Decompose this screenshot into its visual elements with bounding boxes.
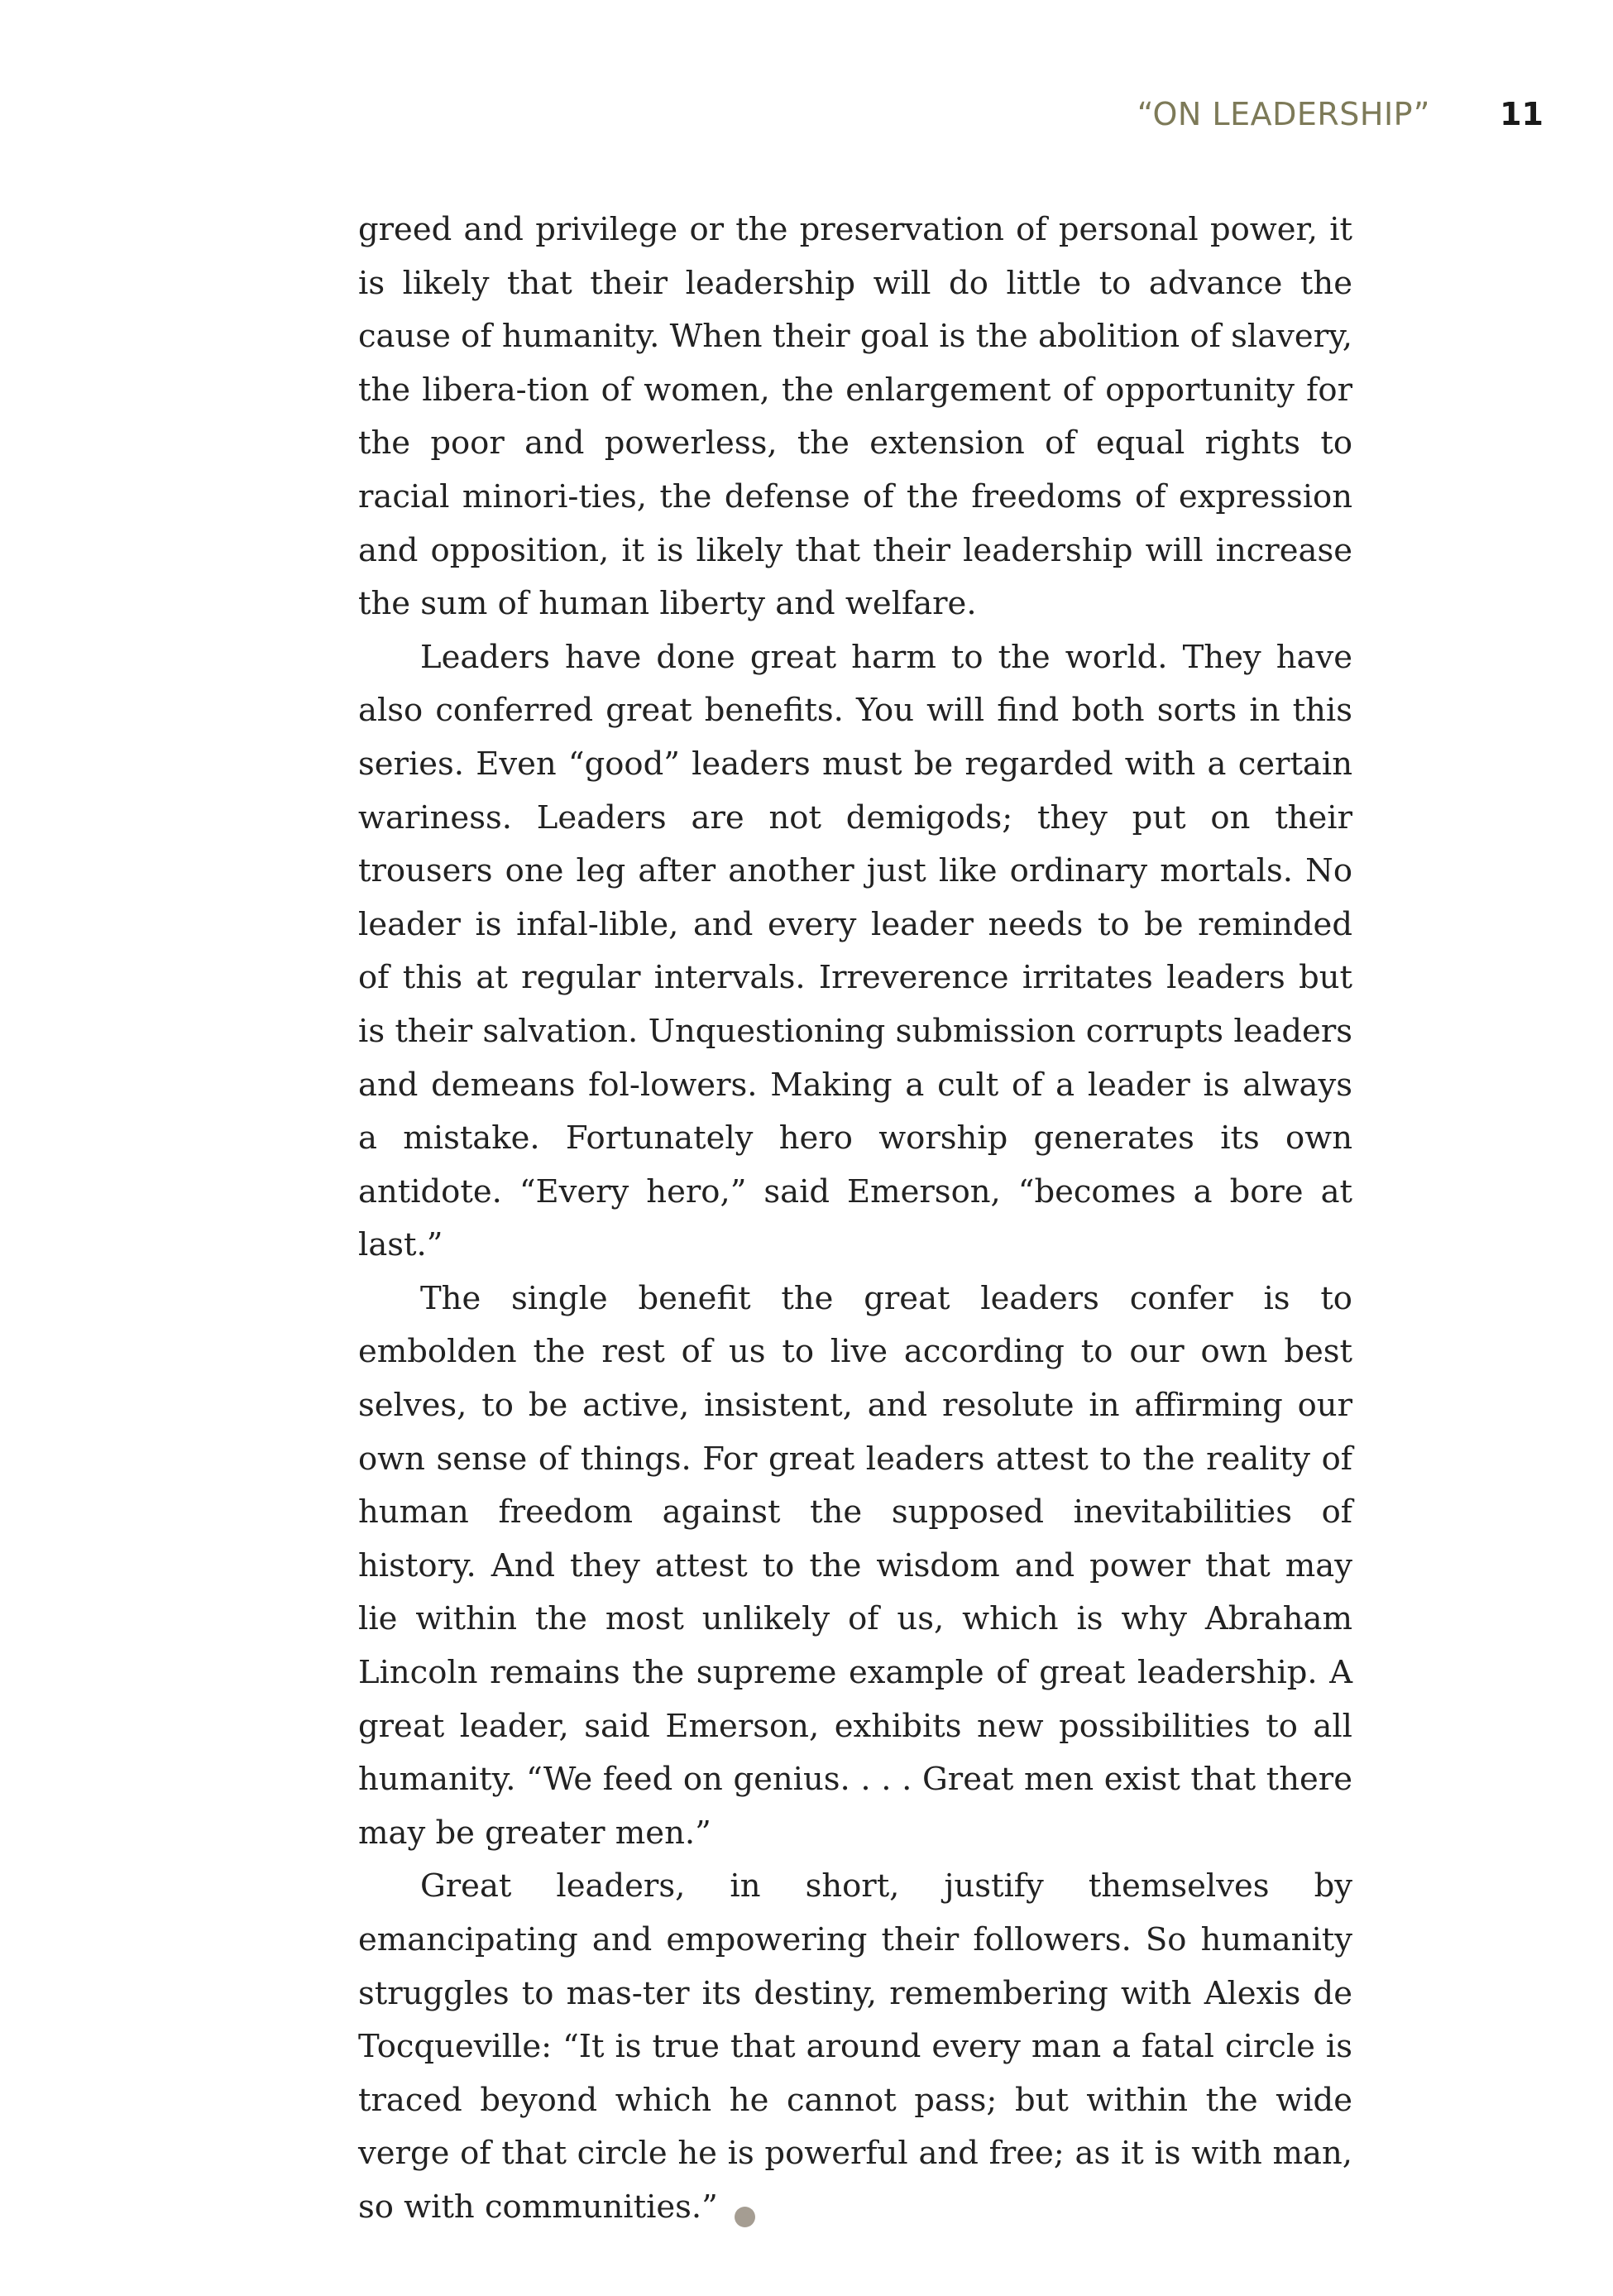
page-number: 11: [1500, 96, 1544, 132]
running-header: [910, 89, 1544, 139]
end-of-chapter-dot-icon: [735, 2207, 755, 2227]
paragraph: greed and privilege or the preservation of personal power, it is likely that their leadership will do little to advance the cause of humanity. When their goal is the abolition of slavery, the libera-tion of women, the enlargement of opportunity for the poor and powerless, the extension of equal rights to racial minori-ties, the defense of the freedoms of expression and opposition, it is likely that their leadership will increase the sum of human liberty and welfare.: [358, 211, 1352, 623]
paragraph-final-text: Great leaders, in short, justify themselves by emancipating and empowering their followers. So humanity struggles to mas-ter its destiny, remembering with Alexis de Tocqueville: “It is true that around every man a fatal circle is traced beyond which he cannot pass; but within the wide verge of that circle he is powerful and free; as it is with man, so with communities.”: [358, 1867, 1352, 2226]
paragraph: Leaders have done great harm to the world. They have also conferred great benefits. You will find both sorts in this series. Even “good” leaders must be regarded with a certain wariness. Leaders are not demigods; they put on their trousers one leg after another just like ordinary mortals. No leader is infal-lible, and every leader needs to be reminded of this at regular intervals. Irreverence irritates leaders but is their salvation. Unquestioning submission corrupts leaders and demeans fol-lowers. Making a cult of a leader is always a mistake. Fortunately hero worship generates its own antidote. “Every hero,” said Emerson, “becomes a bore at last.”: [358, 638, 1352, 1264]
paragraph-final: [358, 1860, 1352, 2234]
body-text: [358, 204, 1352, 2235]
paragraph: The single benefit the great leaders confer is to embolden the rest of us to live according to our own best selves, to be active, insistent, and resolute in affirming our own sense of things. For great leaders attest to the reality of human freedom against the supposed inevitabilities of history. And they attest to the wisdom and power that may lie within the most unlikely of us, which is why Abraham Lincoln remains the supreme example of great leadership. A great leader, said Emerson, exhibits new possibilities to all humanity. “We feed on genius. . . . Great men exist that there may be greater men.”: [358, 1279, 1352, 1852]
running-title: “ON LEADERSHIP”: [1137, 96, 1430, 132]
